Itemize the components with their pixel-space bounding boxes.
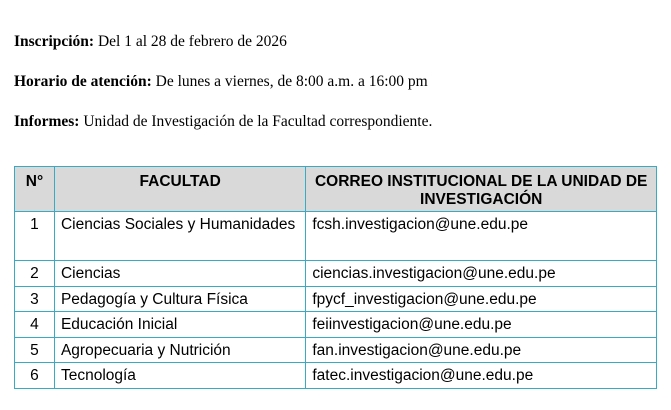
horario-line bbox=[14, 73, 428, 91]
header-correo: CORREO INSTITUCIONAL DE LA UNIDAD DE INVESTIGACIÓN bbox=[306, 167, 657, 212]
table-row bbox=[15, 261, 657, 287]
table-row bbox=[15, 363, 657, 389]
row-email[interactable]: fan.investigacion@une.edu.pe bbox=[306, 337, 657, 363]
row-email[interactable]: feiinvestigacion@une.edu.pe bbox=[306, 312, 657, 338]
row-number: 3 bbox=[15, 286, 55, 312]
row-facultad: Tecnología bbox=[54, 363, 305, 389]
row-facultad: Ciencias Sociales y Humanidades bbox=[54, 212, 305, 261]
row-email[interactable]: fatec.investigacion@une.edu.pe bbox=[306, 363, 657, 389]
informes-value: Unidad de Investigación de la Facultad correspondiente. bbox=[79, 113, 433, 130]
row-facultad: Ciencias bbox=[54, 261, 305, 287]
row-email[interactable]: fcsh.investigacion@une.edu.pe bbox=[306, 212, 657, 261]
inscripcion-label: Inscripción: bbox=[14, 33, 95, 50]
row-email[interactable]: ciencias.investigacion@une.edu.pe bbox=[306, 261, 657, 287]
table-row bbox=[15, 337, 657, 363]
row-facultad: Educación Inicial bbox=[54, 312, 305, 338]
table-header-row bbox=[15, 167, 657, 212]
row-number: 6 bbox=[15, 363, 55, 389]
table-row bbox=[15, 212, 657, 261]
row-number: 1 bbox=[15, 212, 55, 261]
inscripcion-value: Del 1 al 28 de febrero de 2026 bbox=[94, 33, 287, 50]
horario-value: De lunes a viernes, de 8:00 a.m. a 16:00 pm bbox=[151, 73, 428, 90]
informes-line bbox=[14, 113, 432, 131]
faculties-table bbox=[14, 166, 657, 389]
inscripcion-line bbox=[14, 33, 287, 51]
horario-label: Horario de atención: bbox=[14, 73, 152, 90]
row-number: 2 bbox=[15, 261, 55, 287]
row-facultad: Pedagogía y Cultura Física bbox=[54, 286, 305, 312]
table-row bbox=[15, 312, 657, 338]
row-facultad: Agropecuaria y Nutrición bbox=[54, 337, 305, 363]
row-number: 5 bbox=[15, 337, 55, 363]
row-number: 4 bbox=[15, 312, 55, 338]
row-email[interactable]: fpycf_investigacion@une.edu.pe bbox=[306, 286, 657, 312]
table-row bbox=[15, 286, 657, 312]
header-number: N° bbox=[15, 167, 55, 212]
header-facultad: FACULTAD bbox=[54, 167, 305, 212]
informes-label: Informes: bbox=[14, 113, 80, 130]
